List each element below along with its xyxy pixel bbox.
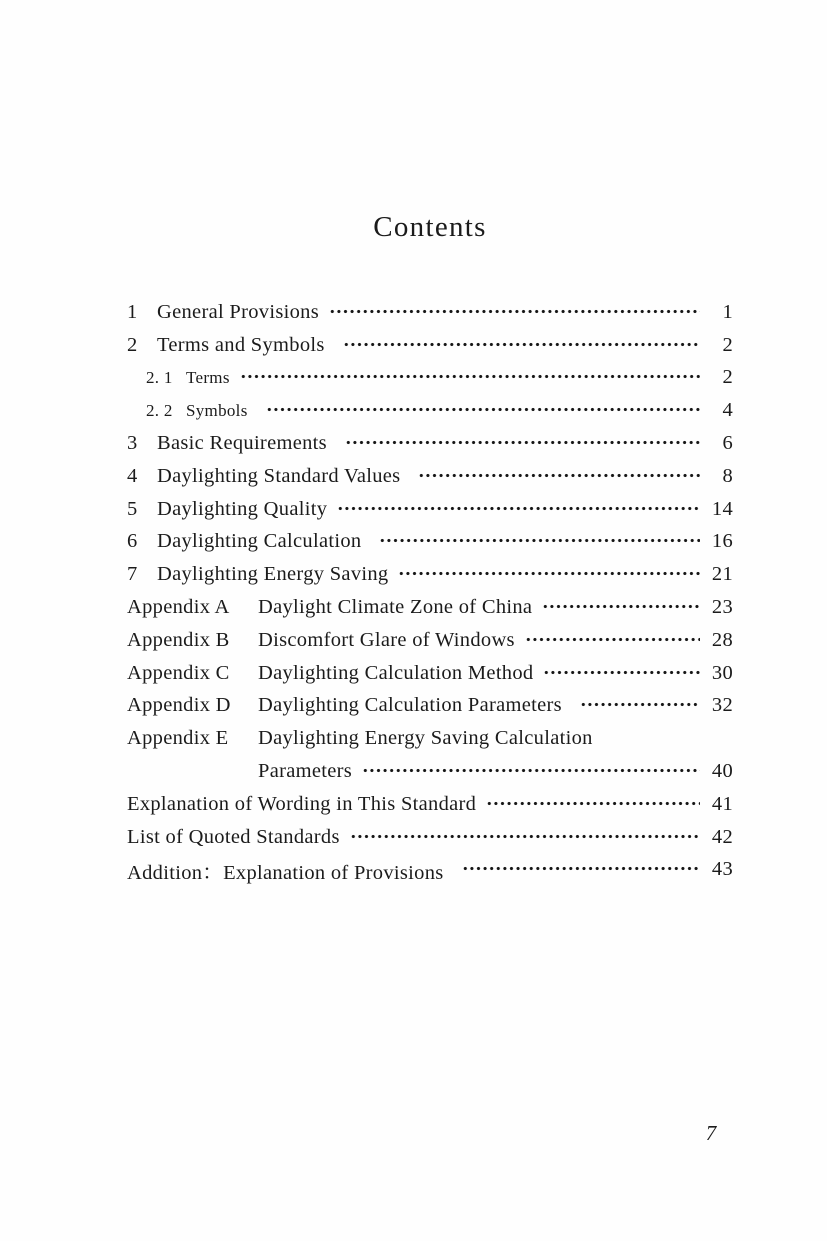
entry-label: Daylighting Energy Saving bbox=[157, 563, 389, 586]
toc-entry bbox=[127, 722, 733, 755]
entry-label: Parameters bbox=[258, 760, 353, 783]
entry-page: 14 bbox=[711, 497, 733, 520]
entry-page: 2 bbox=[722, 333, 733, 356]
entry-label: Daylight Climate Zone of China bbox=[258, 596, 533, 619]
entry-number: Appendix E bbox=[127, 727, 229, 750]
toc-entry bbox=[127, 690, 733, 723]
toc-entry bbox=[127, 591, 733, 624]
entry-number: Appendix B bbox=[127, 628, 230, 651]
entry-page: 6 bbox=[722, 432, 733, 455]
entry-label: List of Quoted Standards bbox=[127, 825, 340, 848]
entry-number: 3 bbox=[127, 432, 138, 455]
entry-label: Daylighting Quality bbox=[157, 497, 328, 520]
dot-leader bbox=[240, 373, 700, 380]
entry-page: 1 bbox=[722, 300, 733, 323]
entry-number: 1 bbox=[127, 300, 138, 323]
entry-label: Symbols bbox=[186, 400, 248, 420]
entry-label: Terms and Symbols bbox=[157, 333, 325, 356]
entry-page: 28 bbox=[711, 628, 733, 651]
toc-entry bbox=[127, 460, 733, 493]
dot-leader bbox=[350, 833, 700, 840]
dot-leader bbox=[362, 767, 700, 774]
toc-entry bbox=[127, 821, 733, 854]
entry-page: 40 bbox=[711, 760, 733, 783]
entry-number: 5 bbox=[127, 497, 138, 520]
entry-page: 42 bbox=[711, 825, 733, 848]
entry-number: 2. 2 bbox=[146, 400, 173, 420]
entry-number: 6 bbox=[127, 530, 138, 553]
dot-leader bbox=[418, 472, 700, 479]
entry-number: 2. 1 bbox=[146, 367, 173, 387]
entry-number: 2 bbox=[127, 333, 138, 356]
dot-leader bbox=[543, 669, 700, 676]
entry-number: 7 bbox=[127, 563, 138, 586]
entry-number: Appendix A bbox=[127, 596, 230, 619]
toc-entry bbox=[127, 657, 733, 690]
entry-label: Daylighting Calculation Parameters bbox=[258, 694, 562, 717]
dot-leader bbox=[486, 800, 700, 807]
entry-page: 4 bbox=[722, 399, 733, 422]
entry-label: Explanation of Wording in This Standard bbox=[127, 792, 477, 815]
toc-entry bbox=[127, 755, 733, 788]
toc-entry bbox=[127, 624, 733, 657]
entry-label: Daylighting Calculation Method bbox=[258, 661, 534, 684]
entry-label: Basic Requirements bbox=[157, 432, 327, 455]
entry-page: 32 bbox=[711, 694, 733, 717]
entry-page: 30 bbox=[711, 661, 733, 684]
dot-leader bbox=[398, 570, 700, 577]
dot-leader bbox=[580, 701, 700, 708]
entry-page: 2 bbox=[722, 366, 733, 389]
dot-leader bbox=[266, 406, 700, 413]
entry-page: 8 bbox=[722, 464, 733, 487]
toc-entry bbox=[146, 362, 733, 395]
dot-leader bbox=[345, 439, 700, 446]
page-number: 7 bbox=[705, 1121, 717, 1145]
dot-leader bbox=[542, 603, 700, 610]
dot-leader bbox=[329, 308, 700, 315]
dot-leader bbox=[337, 505, 700, 512]
entry-number: Appendix C bbox=[127, 661, 230, 684]
entry-label: General Provisions bbox=[157, 300, 319, 323]
toc-entry bbox=[127, 854, 733, 887]
toc-entry bbox=[127, 493, 733, 526]
toc-entry bbox=[146, 394, 733, 427]
dot-leader bbox=[462, 865, 700, 872]
toc-entry bbox=[127, 788, 733, 821]
dot-leader bbox=[603, 734, 700, 741]
entry-page: 21 bbox=[711, 563, 733, 586]
entry-number: 4 bbox=[127, 464, 138, 487]
toc-entry bbox=[127, 296, 733, 329]
entry-label: Daylighting Calculation bbox=[157, 530, 362, 553]
table-of-contents bbox=[127, 296, 733, 886]
dot-leader bbox=[525, 636, 700, 643]
entry-number: Appendix D bbox=[127, 694, 231, 717]
toc-entry bbox=[127, 526, 733, 559]
dot-leader bbox=[343, 341, 700, 348]
toc-entry bbox=[127, 427, 733, 460]
entry-page: 41 bbox=[711, 792, 733, 815]
entry-page: 23 bbox=[711, 596, 733, 619]
entry-label: Terms bbox=[186, 367, 230, 387]
dot-leader bbox=[379, 537, 700, 544]
entry-label: Daylighting Standard Values bbox=[157, 464, 401, 487]
toc-entry bbox=[127, 329, 733, 362]
entry-label: Addition：Explanation of Provisions bbox=[127, 861, 444, 884]
entry-label: Daylighting Energy Saving Calculation bbox=[258, 727, 593, 750]
entry-page: 43 bbox=[711, 858, 733, 881]
page-title: Contents bbox=[373, 211, 487, 243]
entry-label: Discomfort Glare of Windows bbox=[258, 628, 515, 651]
entry-page: 16 bbox=[711, 530, 733, 553]
toc-entry bbox=[127, 558, 733, 591]
